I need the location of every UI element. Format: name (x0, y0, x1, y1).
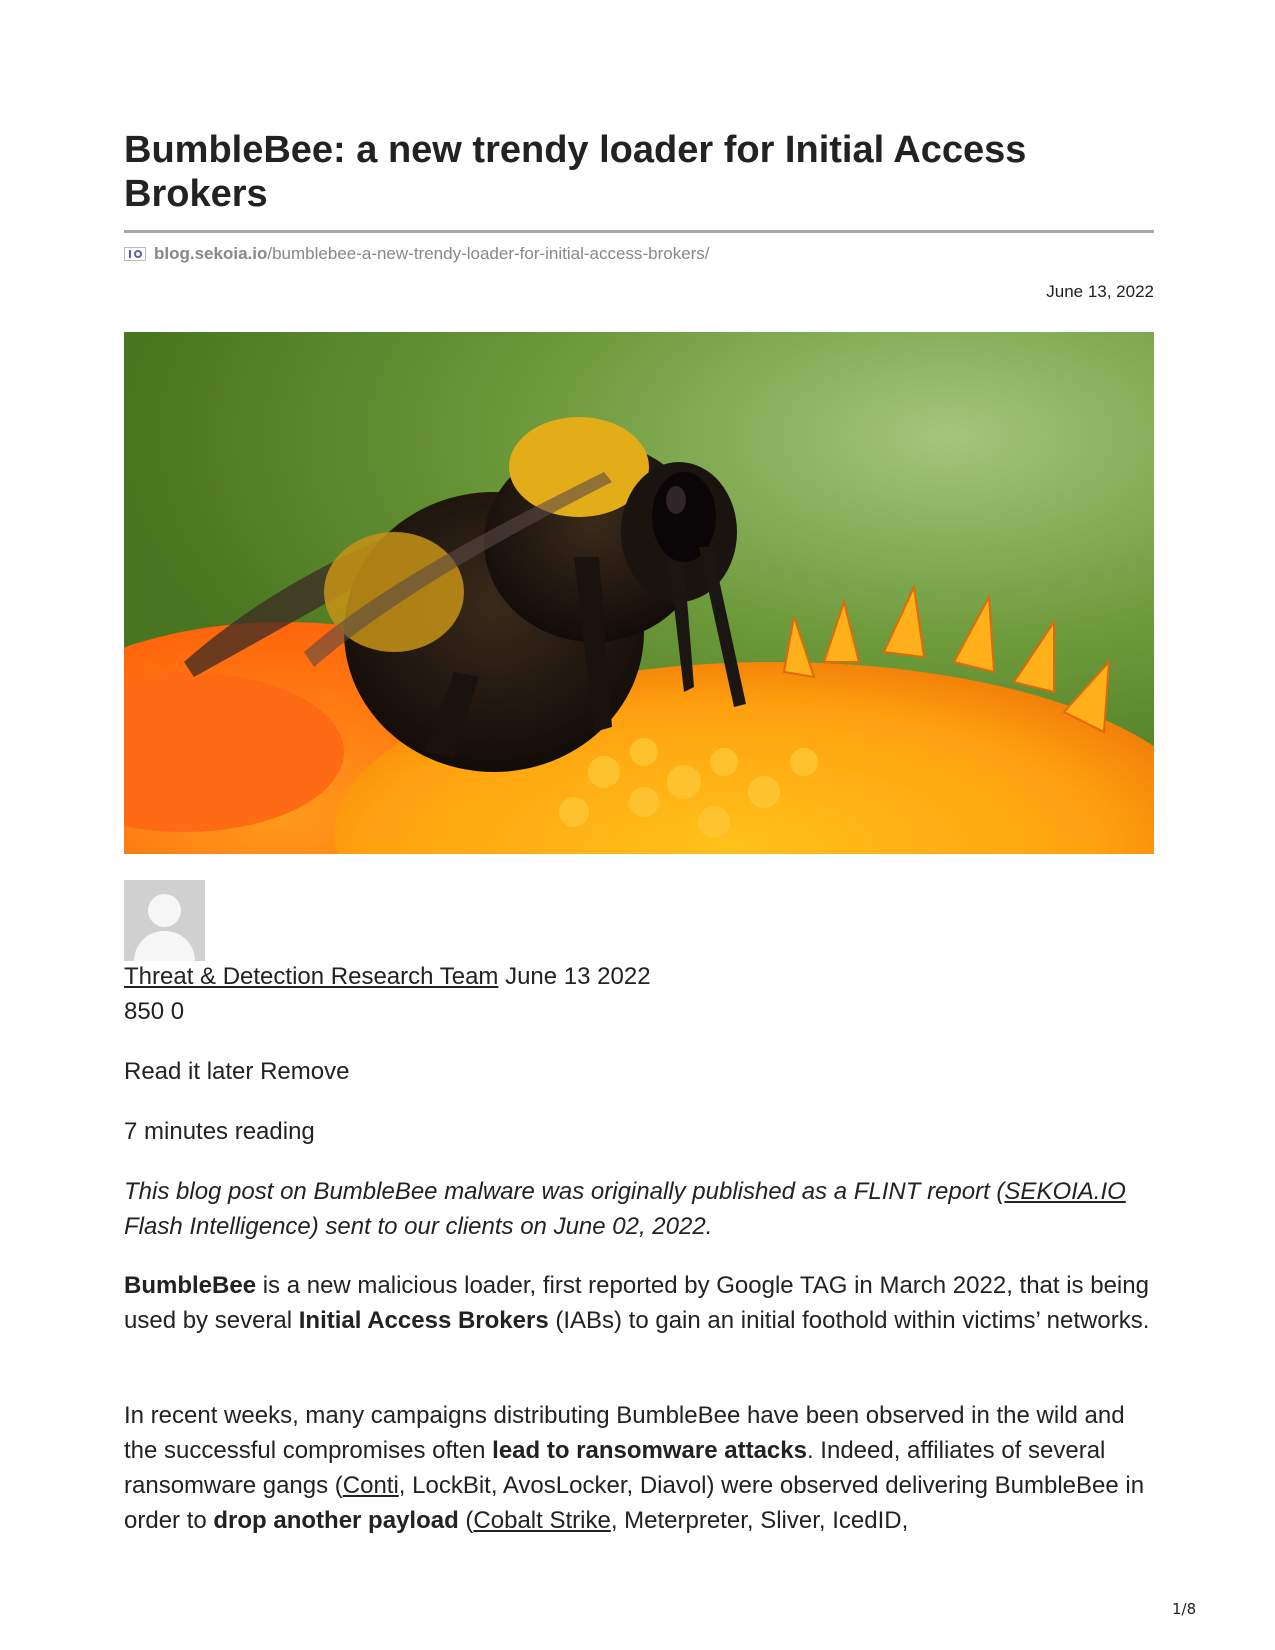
sekoia-link[interactable]: SEKOIA.IO (1004, 1178, 1126, 1205)
sekoia-favicon-icon (124, 247, 146, 261)
source-domain[interactable]: blog.sekoia.io (154, 244, 268, 263)
intro-note: This blog post on BumbleBee malware was originally published as a FLINT report (SEKOIA.IO Flash Intelligence) sent to our clients on June 02, 2022. (124, 1178, 1126, 1240)
byline-date: June 13 2022 (505, 963, 651, 990)
article-actions (124, 1054, 1154, 1089)
source-path[interactable]: /bumblebee-a-new-trendy-loader-for-initial-access-brokers/ (267, 244, 710, 263)
author-link[interactable]: Threat & Detection Research Team (124, 963, 499, 990)
paragraph-2: In recent weeks, many campaigns distributing BumbleBee have been observed in the wild and the successful compromises often lead to ransomware attacks. Indeed, affiliates of several ransomware gangs (Conti, LockBit, AvosLocker, Diavol) were observed delivering BumbleBee in order to drop another payload (Cobalt Strike, Meterpreter, Sliver, IcedID, (124, 1402, 1145, 1534)
reading-time: 7 minutes reading (124, 1118, 315, 1145)
article-stats: 850 0 (124, 998, 185, 1025)
source-url[interactable] (124, 244, 710, 264)
read-later-button[interactable]: Read it later (124, 1058, 254, 1085)
page-number: 1/8 (1172, 1600, 1197, 1618)
title-divider (124, 230, 1154, 233)
remove-button[interactable]: Remove (260, 1058, 350, 1085)
byline (124, 959, 1154, 994)
author-avatar (124, 880, 205, 961)
publish-date: June 13, 2022 (1046, 282, 1154, 301)
bumblebee-on-orange-flower-photo (124, 332, 1154, 854)
hero-image (124, 332, 1154, 854)
article-title: BumbleBee: a new trendy loader for Initial Access Brokers (124, 129, 1027, 215)
conti-link[interactable]: Conti (342, 1472, 399, 1499)
cobalt-strike-link[interactable]: Cobalt Strike (473, 1507, 611, 1534)
paragraph-1: BumbleBee is a new malicious loader, first reported by Google TAG in March 2022, that is being used by several Initial Access Brokers (IABs) to gain an initial foothold within victims’ networks. (124, 1272, 1150, 1334)
